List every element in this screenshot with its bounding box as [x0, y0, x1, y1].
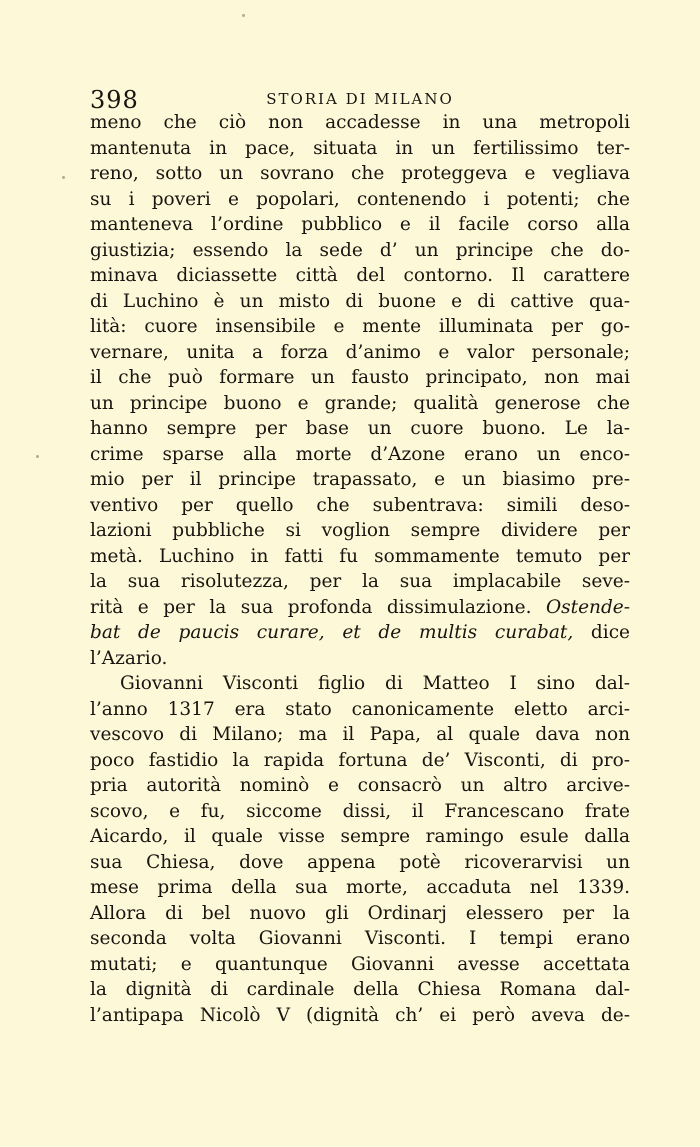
text-line: l’Azario.: [90, 647, 168, 669]
text-line: ventivo per quello che subentrava: simili deso-: [90, 494, 630, 516]
text-line: hanno sempre per base un cuore buono. Le la-: [90, 418, 630, 439]
text-line: poco fastidio la rapida fortuna de’ Visconti, di pro-: [90, 749, 630, 771]
running-title: STORIA DI MILANO: [266, 90, 454, 108]
text-line: pria autorità nominò e consacrò un altro arcive-: [90, 775, 630, 796]
text-line: Aicardo, il quale visse sempre ramingo esule dalla: [90, 826, 630, 847]
text-line: Allora di bel nuovo gli Ordinarj elessero per la: [90, 902, 630, 924]
latin-quote: bat de paucis curare, et de multis curabat,: [90, 622, 574, 643]
page-number: 398: [90, 86, 139, 114]
paragraph-first-line: Giovanni Visconti figlio di Matteo I sino dal-: [120, 673, 630, 694]
text-line: sua Chiesa, dove appena potè ricoverarvisi un: [90, 851, 630, 873]
text-line: manteneva l’ordine pubblico e il facile corso alla: [90, 214, 630, 235]
text-line: [90, 595, 630, 621]
text-line: mese prima della sua morte, accaduta nel 1339.: [90, 877, 630, 898]
text-line: la sua risolutezza, per la sua implacabile seve-: [90, 571, 630, 592]
text-line: crime sparse alla morte d’Azone erano un enco-: [90, 443, 630, 465]
paper-speck: [242, 14, 245, 17]
text-line: un principe buono e grande; qualità generose che: [90, 392, 630, 414]
text-line: vescovo di Milano; ma il Papa, al quale dava non: [90, 724, 630, 745]
text-line: giustizia; essendo la sede d’ un principe che do-: [90, 239, 630, 261]
text-line: l’antipapa Nicolò V (dignità ch’ ei però aveva de-: [90, 1004, 630, 1026]
text-line: su i poveri e popolari, contenendo i potenti; che: [90, 188, 630, 210]
text-line: meno che ciò non accadesse in una metropoli: [90, 112, 630, 133]
text-line: scovo, e fu, siccome dissi, il Francescano frate: [90, 800, 630, 822]
paper-speck: [62, 176, 65, 179]
text-segment: dice: [573, 622, 631, 643]
text-line: metà. Luchino in fatti fu sommamente temuto per: [90, 545, 630, 567]
text-line: lità: cuore insensibile e mente illuminata per go-: [90, 316, 630, 337]
page-text: [90, 110, 630, 1028]
text-line: minava diciassette città del contorno. Il carattere: [90, 265, 630, 286]
text-line: vernare, unita a forza d’animo e valor personale;: [90, 341, 630, 363]
text-line: [90, 620, 630, 646]
text-line: seconda volta Giovanni Visconti. I tempi erano: [90, 928, 630, 949]
text-line: mio per il principe trapassato, e un biasimo pre-: [90, 469, 630, 490]
text-line: mantenuta in pace, situata in un fertilissimo ter-: [90, 137, 630, 159]
text-line: l’anno 1317 era stato canonicamente eletto arci-: [90, 698, 630, 720]
text-line: la dignità di cardinale della Chiesa Romana dal-: [90, 979, 630, 1000]
text-line: di Luchino è un misto di buone e di cattive qua-: [90, 290, 630, 312]
latin-quote: Ostende-: [546, 596, 630, 618]
text-segment: rità e per la sua profonda dissimulazione.: [90, 596, 532, 618]
text-line: lazioni pubbliche si voglion sempre dividere per: [90, 520, 630, 541]
text-line: reno, sotto un sovrano che proteggeva e vegliava: [90, 163, 630, 184]
text-line: il che può formare un fausto principato, non mai: [90, 367, 630, 388]
paper-speck: [36, 455, 39, 458]
text-line: mutati; e quantunque Giovanni avesse accettata: [90, 953, 630, 975]
